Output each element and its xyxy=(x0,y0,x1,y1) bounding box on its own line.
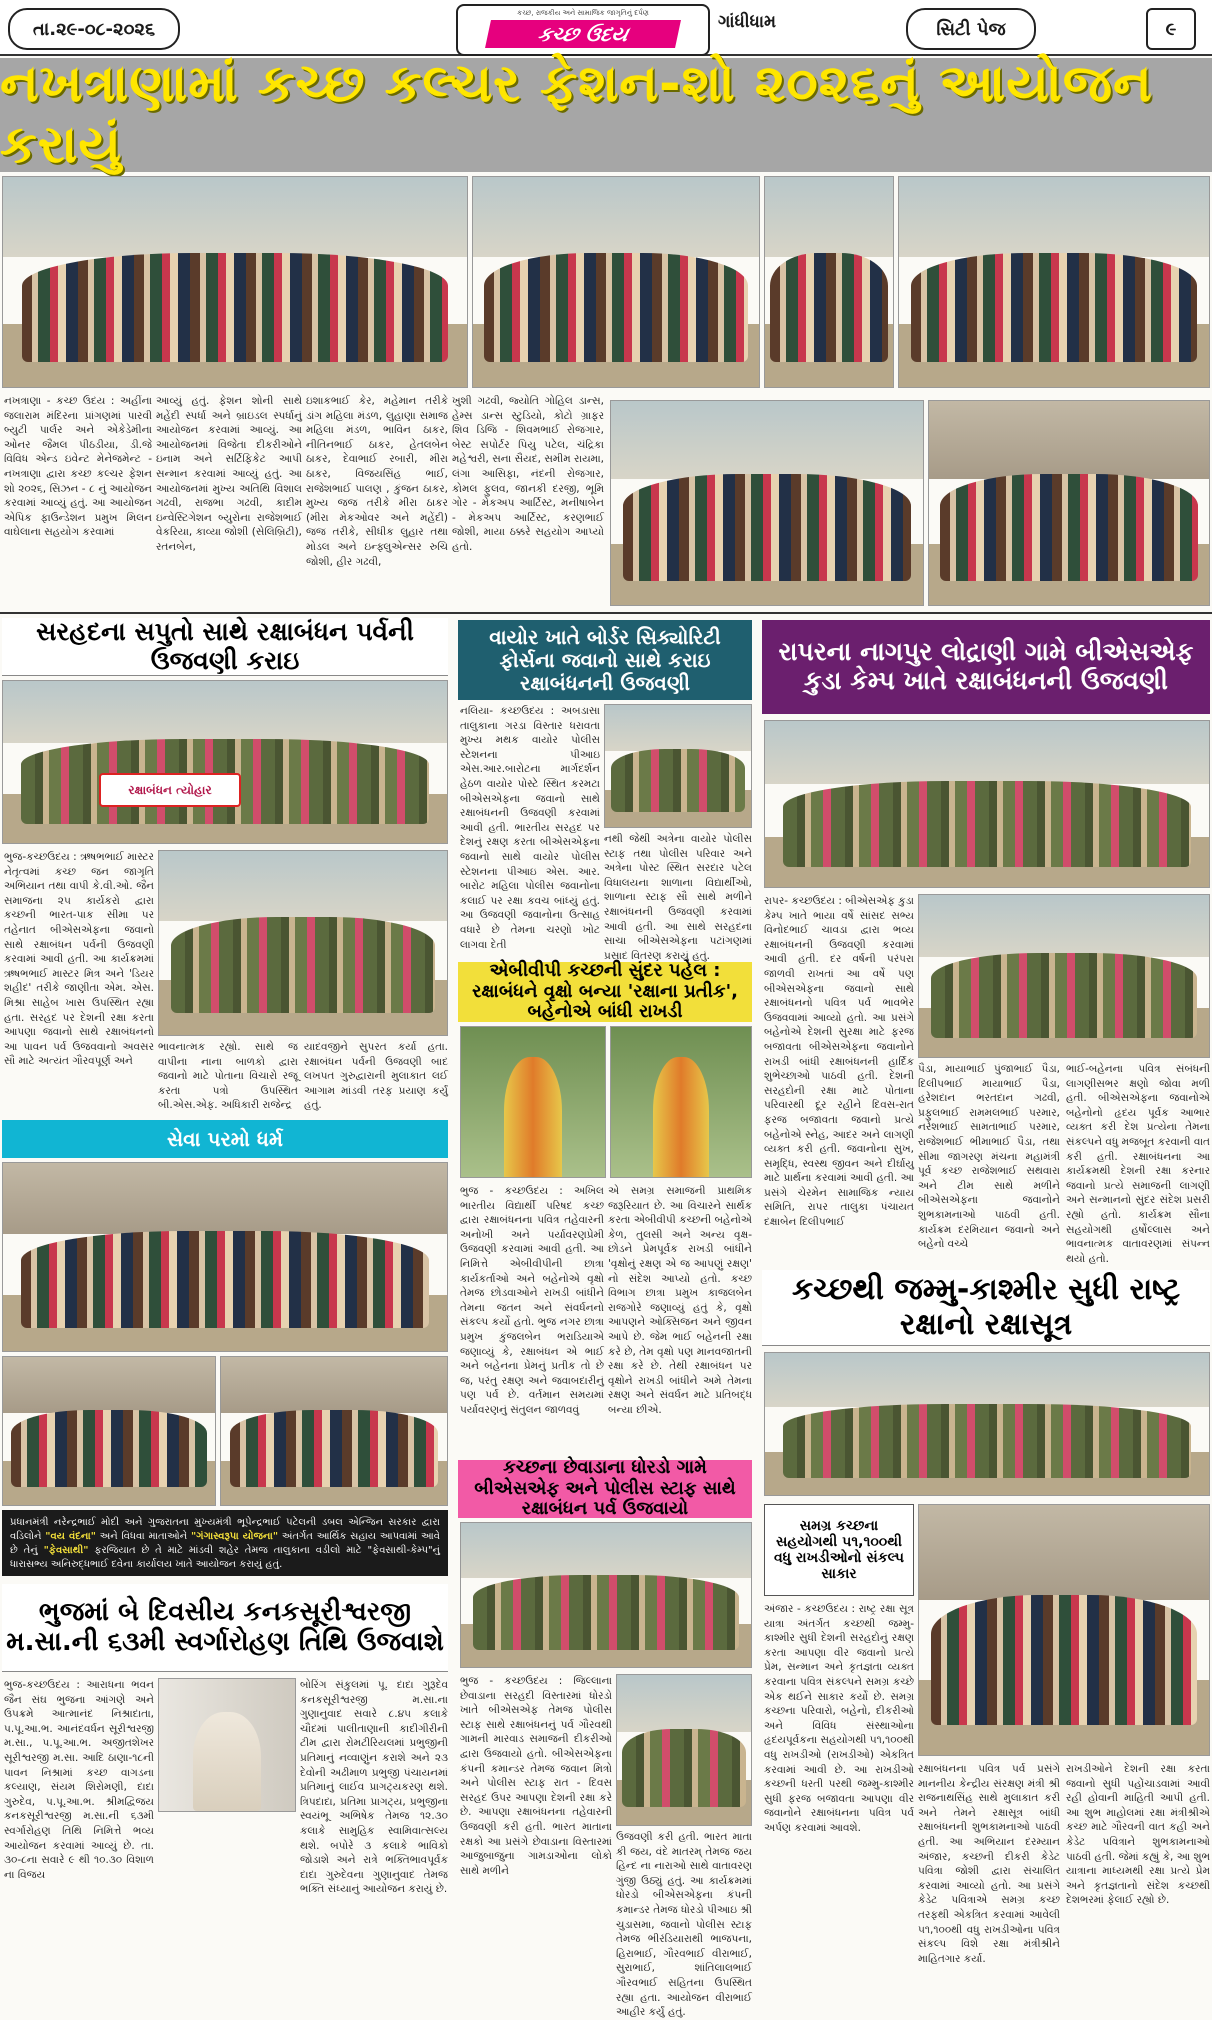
caption-text-1: પ્રધાનમંત્રી નરેન્દ્રભાઈ મોદી અને ગુજરાતના મુખ્યમંત્રી ભૂપેન્દ્રભાઈ પટેલની ડબલ એન્જિન સરકાર દ્વારા વડિલોને xyxy=(10,1517,440,1542)
lead-headline: નખત્રાણામાં કચ્છ કલ્ચર ફેશન-શો ૨૦૨૬નું આયોજન કરાયું xyxy=(0,54,1153,175)
story4-headline: રાપરના નાગપુર લોદ્રાણી ગામે બીએસએફ કુડા કેમ્પ ખાતે રક્ષાબંધનની ઉજવણી xyxy=(762,620,1210,714)
seva-camp-stage-photo xyxy=(2,1162,448,1352)
fashion-show-award-photo xyxy=(472,176,760,388)
defence-minister-rakhi-photo xyxy=(918,1504,1210,1756)
dhordo-bsf-police-photo xyxy=(460,1522,752,1668)
story4-column-3: ભાઈ-બહેનના પવિત્ર સંબંધની લાગણીસભર ક્ષણો જોવા મળી હતી. બીએસએફના જવાનોએ બહેનોનો હૃદય પૂર્વક આભાર વ્યક્ત કરી દેશ પ્રત્યેના તેમના સંકલ્પને વધુ મજબૂત કરવાની વાત કરી હતી. રક્ષાબંધનના આ કાર્યક્રમથી દેશની રક્ષા કરનાર જવાનો પ્રત્યે સમાજની લાગણી અને સન્માનનો સુંદર સંદેશ પ્રસરી રહ્યો હતો. કાર્યક્રમ સૌના સહયોગથી હર્ષોલ્લાસ અને ભાવનાત્મક વાતાવરણમાં સંપન્ન થયો હતો. xyxy=(1066,1063,1210,1265)
story5-headline: એબીવીપી કચ્છની સુંદર પહેલ : રક્ષાબંધને વૃક્ષો બન્યા 'રક્ષાના પ્રતીક', બહેનોએ બાંધી રાખડી xyxy=(458,962,752,1022)
story9-headline: સમગ્ર કચ્છના સહયોગથી ૫૧,૧૦૦થી વધુ રાખડીઓનો સંકલ્પ સાકાર xyxy=(764,1504,914,1596)
masthead xyxy=(0,0,1212,56)
bsf-rakhi-tying-photo xyxy=(158,850,448,1036)
wayor-police-bsf-photo xyxy=(604,704,752,828)
story9-column-1: અંજાર - કચ્છઉદય : રાષ્ટ્ર રક્ષા સૂત્ર યાત્રા અંતર્ગત કચ્છથી જમ્મુ-કાશ્મીર સુધી દેશની સરહદોનું રક્ષણ કરતા આપણા વીર જવાનો પ્રત્યે પ્રેમ, સન્માન અને કૃતજ્ઞતા વ્યક્ત કરવાના પવિત્ર સંકલ્પને સમગ્ર કચ્છે એક થઈને સાકાર કર્યો છે. સમગ્ર કચ્છના પરિવારો, બહેનો, દીકરીઓ અને વિવિધ સંસ્થાઓના હૃદયપૂર્વકના સહયોગથી ૫૧,૧૦૦થી વધુ રાખડીઓ (રાખડીઓ) એકત્રિત કરવામાં આવી છે. આ રાખડીઓ કચ્છની ધરતી પરથી જમ્મુ-કાશ્મીર સુધી ફરજ બજાવતા આપણા વીર જવાનોને રક્ષાબંધનના પવિત્ર પર્વ અર્પણ કરવામાં આવશે. xyxy=(764,1603,914,1834)
story4-column-1: રાપર- કચ્છઉદય : બીએસએફ કુડા કેમ્પ ખાતે ભાયા વર્ષે સાંસદ સભ્ય વિનોદભાઈ ચાવડા દ્વારા ભવ્ય રક્ષાબંધનની ઉજવણી કરવામાં આવી હતી. દર વર્ષની પરંપરા જાળવી રાખતાં આ વર્ષે પણ બીએસએફના જવાનો સાથે રક્ષાબંધનનો પવિત્ર પર્વ ભાવભેર ઉજવવામાં આવ્યો હતો. આ પ્રસંગે બહેનોએ દેશની સુરક્ષા માટે ફરજ બજાવતા બીએસએફના જવાનોને રાખડી બાંધી રક્ષાબંધનની હાર્દિક શુભેચ્છાઓ પાઠવી હતી. દેશની સરહદોની રક્ષા માટે પોતાના પરિવારથી દૂર રહીને દિવસ-રાત ફરજ બજાવતા જવાનો પ્રત્યે બહેનોએ સ્નેહ, આદર અને લાગણી વ્યક્ત કરી હતી. જવાનોના સુખ, સમૃદ્ધિ, સ્વસ્થ જીવન અને દીર્ઘાયુ માટે પ્રાર્થના કરવામાં આવી હતી. આ પ્રસંગે ચેરમેન સામાજિક ન્યાય સમિતિ, રાપર તાલુકા પંચાયત દક્ષાબેન દિલીપભાઈ xyxy=(764,895,914,1229)
story3-headline: વાયોર ખાતે બોર્ડર સિક્યોરિટી ફોર્સના જવાનો સાથે કરાઇ રક્ષાબંધનની ઉજવણી xyxy=(458,620,752,700)
story1-column-1: નખત્રાણા - કચ્છ ઉદય : અહીંના જલારામ મંદિરના પ્રાંગણમાં પારવી બ્યુટી પાર્લર અને એકેડેમીના ઓનર જૈમલ પીઠડીયા, ડી.જે વિવિધ એન્ડ ઇવેન્ટ મેનેજમેન્ટ - નખત્રાણા દ્વારા કચ્છ કલ્ચર ફેશન શો ૨૦૨૬, સિઝન - ૮ નું આયોજન કરવામાં આવ્યું હતું. આ આયોજન એપિક ફાઉન્ડેશન પ્રમુખ મિલન વાઘેલાના સહયોગ કરવામાં xyxy=(4,395,152,539)
story8-headline: કચ્છના છેવાડાના ધોરડો ગામે બીએસએફ અને પોલીસ સ્ટાફ સાથે રક્ષાબંધન પર્વ ઉજવાયો xyxy=(458,1460,752,1518)
fashion-show-audience-photo xyxy=(928,400,1210,606)
story5-column-2: એ સમગ્ર સમાજની પ્રાથમિક જરૂરિયાત છે. આ વિચારને સાર્થક કરતા એબીવીપી કચ્છની બહેનોએ કેળ, તુલસી અને અન્ય વૃક્ષ-છોડને પ્રેમપૂર્વક રાખડી બાંધીને 'વૃક્ષોનું રક્ષણ એ જ આપણું રક્ષણ' નો સંદેશ આપ્યો હતો. કચ્છ વિભાગ છાત્રા પ્રમુખ કાજલબેન રાજગોરે જણાવ્યું હતું કે, વૃક્ષો આપણને ઓક્સિજન અને જીવન આપે છે. જેમ ભાઈ બહેનની રક્ષા કરે છે, તેમ વૃક્ષો પણ માનવજાતની રક્ષા કરે છે. તેથી રક્ષાબંધન પર વૃક્ષોને રાખડી બાંધીને અમે તેમના રક્ષણ અને સંવર્ધન માટે પ્રતિબદ્ધ બન્યા છીએ. xyxy=(608,1185,752,1416)
fashion-show-guests-photo xyxy=(898,176,1210,388)
story5-column-1: ભુજ - કચ્છઉદય : અખિલ ભારતીય વિદ્યાર્થી પરિષદ કચ્છ દ્વારા રક્ષાબંધનના પવિત્ર તહેવારની અનોખી અને પર્યાવરણપ્રેમી ઉજવણી કરવામાં આવી હતી. આ નિમિત્તે એબીવીપીની છાત્રા કાર્યકર્તાઓ અને બહેનોએ વૃક્ષો તેમજ છોડવાઓને રાખડી બાંધીને તેમના જતન અને સંવર્ધનનો સંકલ્પ કર્યો હતો. ભુજ નગર છાત્રા પ્રમુખ કુંજલબેન ભરાડિયાએ જણાવ્યું કે, રક્ષાબંધન એ ભાઈ અને બહેનના પ્રેમનું પ્રતીક તો છે જ, પરંતુ રક્ષણ અને જવાબદારીનું પણ પર્વ છે. વર્તમાન સમયમાં પર્યાવરણનું સંતુલન જાળવવું xyxy=(460,1185,604,1416)
story1-column-2: આવ્યું હતું. ફેશન શોની સાથે મહેંદી સ્પર્ધા અને બ્રાઇડલ સ્પર્ધાનું આયોજન કરવામાં આવ્યું. આ આયોજનમાં વિજેતા દીકરીઓને ઇનામ અને સર્ટિફિકેટ આપી સન્માન કરવામાં આવ્યું હતું. આ આયોજનમાં મુખ્ય અતિથિ વિશાલ ગઢવી, રાજભા ગઢવી, કાદીમ ઇન્વેસ્ટિગેશન બ્યુરોના રાજેશભાઈ વેકરિયા, કાવ્યા જોશી (સેલિબ્રિટી), રતનબેન, xyxy=(156,395,302,553)
story8-column-2: ઉજવણી કરી હતી. ભારત માતા કી જય, વંદે માતરમ્ તેમજ જય હિન્દ ના નારાઓ સાથે વાતાવરણ ગુંજી ઉઠ્યું હતું. આ કાર્યક્રમમાં ધોરડો બીએસએફના કંપની કમાન્ડર તેમજ ધોરડો પીઆઇ શ્રી ચુડાસમા, જવાનો પોલીસ સ્ટાફ તેમજ ભીરંડિયારાથી ભાજપના, હિરાભાઈ, ગૌરવભાઈ વીરાભાઈ, સુરાભાઈ, શાંતિલાલભાઈ ગૌરવભાઈ સહિતના ઉપસ્થિત રહ્યા હતા. આયોજન વીરાભાઈ આહીર કર્યું હતું. xyxy=(616,1831,752,2019)
kuda-camp-rakhi-tying-photo xyxy=(918,894,1210,1058)
seva-camp-registration-photo xyxy=(220,1356,448,1506)
story9-column-2: રક્ષાબંધનના પવિત્ર પર્વ પ્રસંગે માનનીય કેન્દ્રીય સંરક્ષણ મંત્રી શ્રી રાજનાથસિંહ સાથે મુલાકાત કરી અને તેમને રક્ષાસૂત્ર બાંધી રક્ષાબંધનની શુભકામનાઓ પાઠવી હતી. આ અભિયાન દરમ્યાન અંજાર, કચ્છની દીકરી કેડેટ પવિત્રા જોશી દ્વારા સંચાલિત કરવામાં આવ્યો હતો. આ પ્રસંગે કેડેટ પવિત્રાએ સમગ્ર કચ્છ તરફથી એકત્રિત કરવામાં આવેલી ૫૧,૧૦૦થી વધુ રાખડીઓના પવિત્ર સંકલ્પ વિશે રક્ષા મંત્રીશ્રીને માહિતગાર કર્યા. xyxy=(918,1763,1060,1965)
story2-column-2: ભાવનાત્મક રહ્યો. સાથે જ વાપીના નાના બાળકો દ્વારા જવાનો માટે પોતાના વિચારો રજૂ કરતા પત્રો ઉપસ્થિત બી.એસ.એફ. અધિકારી રાજેન્દ્ર xyxy=(158,1041,298,1112)
story6-headline: સેવા પરમો ધર્મ xyxy=(2,1120,448,1158)
caption-highlight-3: "ફેવસાથી" xyxy=(43,1545,89,1556)
story10-column-2: બોરિંગ સંકુલમાં પૂ. દાદા ગુરૂદેવ કનકસૂરીશ્વરજી મ.સા.ના ગુણાનુવાદ સવારે ૮.૪૫ કલાકે ચૌદમાં પાલીતાણાની કાદીગીરીની ટીમ દ્વારા રોમટીરિયલમાં પ્રભુજીની પ્રતિમાનું નવ્વાણુંન કરાશે અને ૨૩ દેવોની અઢીમાળ પ્રભુજી પંચાયનમાં પ્રતિમાનું લાઈવ પ્રાગટ્યકરણ થશે. ત્રિપદાદા, પ્રતિમા પ્રાગટ્ય, પ્રભુજીના સ્વયંભૂ અભિષેક તેમજ ૧૨.૩૦ કલાકે સામુહિક સ્વામિવાત્સલ્ય થશે. બપોરે ૩ કલાકે ભાવિકો જોડાશે અને રાત્રે ભક્તિભાવપૂર્વક દાદા ગુરુદેવના ગુણાનુવાદ તેમજ ભક્તિ સંધ્યાનું આયોજન કરાયું છે. xyxy=(300,1679,448,1896)
seva-camp-inauguration-photo xyxy=(2,1356,216,1506)
story9-column-3: રાખડીઓને દેશની રક્ષા કરતા જવાનો સુધી પહોંચાડવામાં આવી રહી હોવાની માહિતી આપી હતી. આ શુભ માહોલમાં રક્ષા મંત્રીશ્રીએ કચ્છ માટે ગૌરવની વાત કહી અને કેડેટ પવિત્રાને શુભકામનાઓ પાઠવી હતી. જેમાં કહ્યું કે, આ શુભ યાત્રાના માધ્યમથી રક્ષા પ્રત્યે પ્રેમ અને કૃતજ્ઞતાનો સંદેશ કચ્છથી દેશભરમાં ફેલાઈ રહ્યો છે. xyxy=(1066,1763,1210,1907)
lead-headline-banner xyxy=(0,54,1212,175)
acharya-portrait-photo xyxy=(158,1678,296,1812)
section-name: સિટી પેજ xyxy=(906,8,1036,50)
caption-highlight-2: "ગંગાસ્વરૂપા યોજના" xyxy=(191,1531,279,1542)
story3-column-2: નથી જેથી અત્રેના વાયોર પોલીસ સ્ટાફ તથા પોલીસ પરિવાર અને અત્રેના પોસ્ટ સ્થિત સરદાર પટેલ વિધાલયના શાળાના વિદ્યાર્થીઓ, શાળાના સ્ટાફ સૌ સાથે મળીને રક્ષાબંધનની ઉજવણી કરવામાં આવી હતી. આ સાથે સરહદના સાચા બીએસએફના પટાંગણમાં પ્રસાદ વિતરણ કરાયું હતું. xyxy=(604,833,752,962)
page-number: ૯ xyxy=(1146,8,1196,50)
abvp-tree-rakhi-photo-2 xyxy=(610,1026,752,1178)
caption-highlight-1: "વય વંદના" xyxy=(45,1531,96,1542)
fashion-show-felicitation-photo xyxy=(610,400,924,606)
section-divider xyxy=(0,612,1212,614)
story2-column-1: ભુજ-કચ્છઉદય : ઋષભભાઈ માસ્ટર નેતૃત્વમાં કચ્છ જન જાગૃતિ અભિયાન તથા વાપી કે.વી.ઓ. જૈન સમાજના ૨૫ કાર્યકરો દ્વારા કચ્છની ભારત-પાક સીમા પર તહેનાત બીએસએફના જવાનો સાથે રક્ષાબંધન પર્વની ઉજવણી કરવામાં આવી હતી. આ કાર્યક્રમમાં ઋષભભાઈ માસ્ટર મિત્ર અને 'ડિયર શહીદ' તરીકે જાણીતા એમ. એસ. મિશ્રા સાહેબ ખાસ ઉપસ્થિત રહ્યા હતા. સરહદ પર દેશની રક્ષા કરતા આપણા જવાનો સાથે રક્ષાબંધનનો આ પાવન પર્વ ઉજવવાનો અવસર સૌ માટે અત્યંત ગૌરવપૂર્ણ અને xyxy=(4,851,154,1068)
border-rakshabandhan-group-photo xyxy=(2,680,448,844)
caption-text-2: અને વિધવા માતાઓને xyxy=(95,1531,191,1542)
newspaper-logo xyxy=(456,4,710,56)
story1-column-3: ઇશાકભાઈ કેર, મહેમાન તરીકે ડાંગ મહિલા મંડળ, લુહાણા સમાજ મહિલા મંડળ, ભાવિન ઠાકર, નીતિનભાઈ ઠાકર, હેતલબેન ઠાકર, દેવાભાઈ રબારી, મીરા ઠાકર, વિજયસિંહ ભાઈ, રાજેશભાઈ પાલણ , કુંજન ઠાકર, મુખ્ય જજ તરીકે મીરા ઠાકર (મીરા મેકઓવર અને મહેંદી) જજ તરીકે, સીધીક લુહાર તથા મોડલ અને ઇન્ફ્લુએન્સર રુચિ જોશી, હીર ગઢવી, xyxy=(306,395,448,568)
abvp-tree-rakhi-photo-1 xyxy=(460,1026,606,1178)
fashion-show-group-photo xyxy=(2,176,468,388)
caption-text-4: ફરજિયાત છે તે માટે માંડવી શહેર તેમજ તાલુકાના વડીલો માટે "ફેવસાથી-કેમ્પ"નું ધારાસભ્ય અનિરુદ્ધભાઈ દવેના કાર્યાલય ખાતે આયોજન કરાયું હતું. xyxy=(10,1545,441,1570)
issue-date: તા.૨૯-૦૮-૨૦૨૬ xyxy=(8,8,180,50)
caption-text-3: અંતર્ગત આર્થિક સહાય આપવામાં આવે છે તેનું xyxy=(10,1531,440,1556)
story7-headline: કચ્છથી જમ્મુ-કાશ્મીર સુધી રાષ્ટ્ર રક્ષાનો રક્ષાસૂત્ર xyxy=(762,1270,1210,1346)
story8-column-1: ભુજ - કચ્છઉદય : જિલ્લાના છેવાડાના સરહદી વિસ્તારમાં ધોરડો ખાતે બીએસએફ તેમજ પોલીસ સ્ટાફ સાથે રક્ષાબંધનનું પર્વ ગૌરવથી ગામની મારવાડ સમાજની દીકરીઓ દ્વારા ઉજવાયો હતો. બીએસએફના કંપની કમાન્ડર તેમજ જવાન મિત્રો અને પોલીસ સ્ટાફ રાત - દિવસ સરહદ ઉપર આપણા દેશની રક્ષા કરે છે. આપણા રક્ષાબંધનના તહેવારની ઉજવણી કરી હતી. ભારત માતાના રક્ષકો આ પ્રસંગે છેવાડાના વિસ્તારમાં આજુબાજુના ગામડાઓના લોકો સાથે મળીને xyxy=(460,1675,612,1877)
dhordo-rakhi-tying-photo xyxy=(616,1674,752,1826)
seva-camp-caption xyxy=(2,1510,448,1576)
cadets-parade-photo xyxy=(764,1352,1210,1496)
story2-headline: સરહદના સપુતો સાથે રક્ષાબંધન પર્વની ઉજવણી કરાઇ xyxy=(2,618,448,676)
story2-column-3: યાદવજીને સુપરત કર્યા હતા. રક્ષાબંધન પર્વની ઉજવણી બાદ લખપત ગુરુદ્વારાની મુલાકાત લઈ આગામ માંડવી તરફ પ્રયાણ કર્યું હતું. xyxy=(304,1041,448,1112)
story3-column-1: નલિયા- કચ્છઉદય : અબડાસા તાલુકાના ગરડા વિસ્તાર ધરાવતા મુખ્ય મથક વાયોર પોલીસ સ્ટેશનના પીઆઇ એસ.આર.બારોટના માર્ગદર્શન હેઠળ વાયોર પોસ્ટે સ્થિત કરમટા બીએસએફના જવાનો સાથે રક્ષાબંધનની ઉજવણી કરવામાં આવી હતી. ભારતીય સરહદ પર દેશનું રક્ષણ કરતા બીએસએફના જવાનો સાથે વાયોર પોલીસ સ્ટેશનના પીઆઇ એસ. આર. બારોટ મહિલા પોલીસ જવાનોના કલાઈ પર રક્ષા કવચ બાંધ્યું હતું. આ ઉજવણી જવાનોના ઉત્સાહ વધારે છે તેમના ચરણો ખોટ લાગવા દેતી xyxy=(460,705,600,951)
story4-column-2: પૈડા, માયાભાઈ પુંજાભાઈ પૈડા, દિલીપભાઈ માયાભાઈ પૈડા, હરેશદાન ભરતદાન ગઢવી, પ્રફુલભાઈ રામમલભાઈ પરમાર, નરેશભાઈ સામતાભાઈ પરમાર, રાજેશભાઈ ભીમાભાઈ પૈડા, તથા સીમા જાગરણ મંચના મહામંત્રી પૂર્વ કચ્છ રાજેશભાઈ સથવારા અને ટીમ સાથે મળીને બીએસએફના જવાનોને શુભકામનાઓ પાઠવી હતી. કાર્યક્રમ દરમિયાન જવાનો અને બહેનો વચ્ચે xyxy=(918,1063,1060,1251)
logo-tagline: કચ્છ, રાજકીય અને સામાજિક જાગૃતિનું દર્પણ xyxy=(517,9,649,17)
edition-city: ગાંધીધામ xyxy=(718,12,777,32)
logo-name: કચ્છ ઉદય xyxy=(485,20,681,48)
kuda-camp-rakhi-group-photo xyxy=(764,720,1210,888)
story10-headline: ભુજમાં બે દિવસીય કનકસૂરીશ્વરજી મ.સા.ની ૬૩મી સ્વર્ગારોહણ તિથિ ઉજવાશે xyxy=(2,1584,448,1672)
story10-column-1: ભુજ-કચ્છઉદય : આરાધના ભવન જૈન સંઘ ભુજના આંગણે અને ઉપક્રમે આત્માનંદ નિશ્રાદાતા, પ.પૂ.આ.ભ. આનંદવર્ધન સૂરીશ્વરજી મ.સા., પ.પૂ.આ.ભ. અજીતશેખર સૂરીશ્વરજી મ.સા. આદિ ઠાણા-૧૮ની પાવન નિશ્રામાં કચ્છ વાગડના કલ્યાણ, સંયમ શિરોમણી, દાદા ગુરુદેવ, પ.પૂ.આ.ભ. શ્રીમદ્વિજય કનકસૂરીશ્વરજી મ.સા.ની ૬૩મી સ્વર્ગારોહણ તિથિ નિમિત્તે ભવ્ય આયોજન કરવામાં આવ્યું છે. તા. ૩૦-૮ના સવારે ૯ થી ૧૦.૩૦ વિશાળ ના વિજય xyxy=(4,1679,154,1881)
fashion-show-trophy-photo xyxy=(764,176,894,388)
story1-column-4: ખુશી ગઢવી, જ્યોતિ ગોહિલ ડાન્સ, હેમ્સ ડાન્સ સ્ટુડિયો, કોટો ગ્રાફર શિવ ડિજિ - શિવમભાઈ રોજગાર, બેસ્ટ સપોર્ટર પિયુ પટેલ, ચંદ્રિકા મહેશ્વરી, સના સૈયદ, સમીમ રાયમા, લંગા આસિફા, નંદની રોજગાર, કોમલ ફુલવ, જાનકી દરજી, ભૂમિ ગોર - મેકઅપ આર્ટિસ્ટ, મનીષાબેન - મેકઅપ આર્ટિસ્ટ, કરણભાઈ જોશી, માયા ઠક્કરે સહયોગ આપ્યો હતો. xyxy=(452,395,604,553)
rakshabandhan-banner: રક્ષાબંધન ત્યોહાર xyxy=(99,773,241,807)
